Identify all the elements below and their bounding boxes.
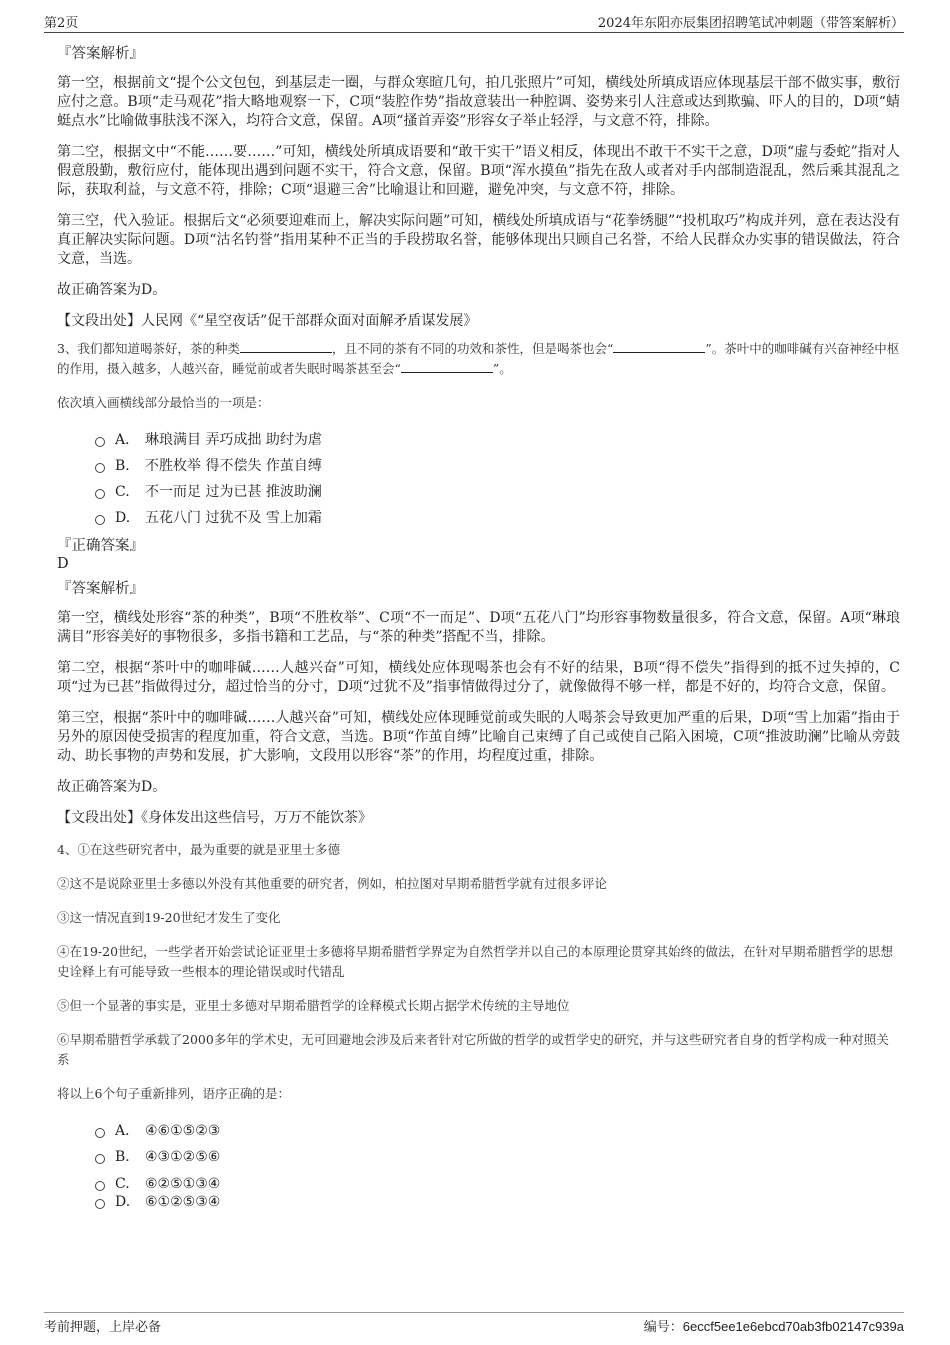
q3-correct-label: 『正确答案』 [57,538,144,554]
radio-icon[interactable] [95,1199,105,1209]
q2-source: 【文段出处】人民网《“星空夜话”促干部群众面对面解矛盾谋发展》 [57,313,478,329]
q3-option-c[interactable] [95,479,900,505]
option-text: ④⑥①⑤②③ [145,1123,221,1139]
q3-analysis-label: 『答案解析』 [57,581,144,597]
option-key: D. [115,1194,131,1210]
q3-stem-part-d: ”。 [492,361,512,376]
q2-analysis-p2: 第二空，根据文中“不能……要……”可知，横线处所填成语要和“敢干实干”语义相反，体现出不敢干不实干之意，D项“虚与委蛇”指对人假意殷勤，敷衍应付，能体现出遇到问题不实干，符合文意，保留。B项“浑水摸鱼”指先在敌人或者对手内部制造混乱，然后乘其混乱之际，获取利益，与文意不符，排除；C项“退避三舍”比喻退让和回避，避免冲突，与文意不符，排除。 [57,144,900,198]
q4-sentence-3: ③这一情况直到19-20世纪才发生了变化 [57,910,281,925]
document-id: 编号：6eccf5ee1e6ebcd70ab3fb02147c939a [643,1319,904,1334]
page-header [44,10,904,33]
q2-analysis-p1: 第一空，根据前文“提个公文包包，到基层走一圈，与群众寒暄几句，拍几张照片”可知，横线处所填成语应体现基层干部不做实事，敷衍应付之意。B项“走马观花”指大略地观察一下，C项“装腔作势”指故意装出一种腔调、姿势来引人注意或达到欺骗、吓人的目的，D项“蜻蜓点水”比喻做事肤浅不深入，均符合文意，保留。A项“搔首弄姿”形容女子举止轻浮，与文意不符，排除。 [57,75,900,129]
option-text: 不胜枚举 得不偿失 作茧自缚 [145,458,322,474]
radio-icon[interactable] [95,463,105,473]
q3-analysis-p3: 第三空，根据“茶叶中的咖啡碱……人越兴奋”可知，横线处应体现睡觉前或失眠的人喝茶会导致更加严重的后果，D项“雪上加霜”指由于另外的原因使受损害的程度加重，符合文意，当选。B项“作茧自缚”比喻自己束缚了自己或使自己陷入困境，C项“推波助澜”比喻从旁鼓动、助长事物的声势和发展，扩大影响，文段用以形容“茶”的作用，均程度过重，排除。 [57,710,900,764]
option-key: C. [115,484,130,500]
option-key: B. [115,1149,130,1165]
q3-conclusion: 故正确答案为D。 [57,779,167,795]
q3-blank-2 [613,339,705,353]
q3-option-a[interactable] [95,427,900,453]
option-key: C. [115,1176,130,1192]
document-title: 2024年东阳亦辰集团招聘笔试冲刺题（带答案解析） [597,16,904,31]
option-key: A． [115,432,140,448]
radio-icon[interactable] [95,1181,105,1191]
q3-stem-part-a: 3、我们都知道喝茶好，茶的种类 [57,341,240,356]
q3-blank-1 [240,339,332,353]
q4-sentence-4: ④在19-20世纪，一些学者开始尝试论证亚里士多德将早期希腊哲学界定为自然哲学并以自己的本原理论贯穿其始终的做法，在针对早期希腊哲学的思想史诠释上有可能导致一些根本的理论错误或时代错乱 [57,944,894,979]
q3-stem-part-c: ”。茶叶中的咖啡碱有兴奋神经中枢的作用，摄入越多，人越兴奋，睡觉前或者失眠时喝茶甚至会“ [57,341,900,376]
option-text: 琳琅满目 弄巧成拙 助纣为虐 [145,432,322,448]
q4-sentence-5: ⑤但一个显著的事实是，亚里士多德对早期希腊哲学的诠释模式长期占据学术传统的主导地位 [57,998,570,1013]
q3-option-d[interactable] [95,505,900,531]
q3-source: 【文段出处】《身体发出这些信号，万万不能饮茶》 [57,810,372,826]
option-key: A． [115,1123,140,1139]
radio-icon[interactable] [95,1154,105,1164]
page-footer [44,1312,904,1335]
q4-option-b[interactable] [95,1144,900,1170]
option-text: ⑥②⑤①③④ [145,1176,221,1192]
q3-analysis-p2: 第二空，根据“茶叶中的咖啡碱……人越兴奋”可知，横线处应体现喝茶也会有不好的结果，B项“得不偿失”指得到的抵不过失掉的，C项“过为已甚”指做得过分，超过恰当的分寸，D项“过犹不及”指事情做得过分了，就像做得不够一样，都是不好的，均符合文意，保留。 [57,660,900,695]
q2-analysis-p3: 第三空，代入验证。根据后文“必须要迎难而上，解决实际问题”可知，横线处所填成语与“花拳绣腿”“投机取巧”构成并列，意在表达没有真正解决实际问题。D项“沽名钓誉”指用某种不正当的手段捞取名誉，能够体现出只顾自己名誉，不给人民群众办实事的错误做法，符合文意，当选。 [57,213,900,267]
option-key: B. [115,458,130,474]
q4-instruction: 将以上6个句子重新排列，语序正确的是： [57,1086,290,1101]
radio-icon[interactable] [95,489,105,499]
q3-stem [57,339,900,379]
q2-analysis-label: 『答案解析』 [57,46,144,62]
q3-option-b[interactable] [95,453,900,479]
page-number: 第2页 [44,16,79,31]
q3-stem-part-b: ，且不同的茶有不同的功效和茶性，但是喝茶也会“ [331,341,614,356]
radio-icon[interactable] [95,515,105,525]
q4-sentence-2: ②这不是说除亚里士多德以外没有其他重要的研究者，例如，柏拉图对早期希腊哲学就有过很多评论 [57,876,608,891]
option-text: 不一而足 过为已甚 推波助澜 [145,484,322,500]
q2-conclusion: 故正确答案为D。 [57,282,167,298]
q3-analysis-p1: 第一空，横线处形容“茶的种类”，B项“不胜枚举”、C项“不一而足”、D项“五花八门”均形容事物数量很多，符合文意，保留。A项“琳琅满目”形容美好的事物很多，多指书籍和工艺品，与“茶的种类”搭配不当，排除。 [57,610,900,645]
option-key: D. [115,510,131,526]
q3-instruction: 依次填入画横线部分最恰当的一项是： [57,395,270,410]
option-text: ④③①②⑤⑥ [145,1149,221,1165]
footer-slogan: 考前押题，上岸必备 [44,1320,162,1335]
q3-options [95,427,900,531]
q4-sentence-1: 4、①在这些研究者中，最为重要的就是亚里士多德 [57,842,340,857]
q3-correct-answer: D [57,556,69,572]
option-text: ⑥①②⑤③④ [145,1194,221,1210]
radio-icon[interactable] [95,1128,105,1138]
q4-option-a[interactable] [95,1118,900,1144]
page-content [57,44,900,1216]
q4-option-d[interactable] [95,1194,900,1210]
option-text: 五花八门 过犹不及 雪上加霜 [145,510,322,526]
radio-icon[interactable] [95,437,105,447]
q3-blank-3 [401,359,493,373]
q4-sentence-6: ⑥早期希腊哲学承载了2000多年的学术史，无可回避地会涉及后来者针对它所做的哲学的或哲学史的研究，并与这些研究者自身的哲学构成一种对照关系 [57,1032,889,1067]
q4-option-c[interactable] [95,1174,900,1194]
q4-options [95,1118,900,1210]
